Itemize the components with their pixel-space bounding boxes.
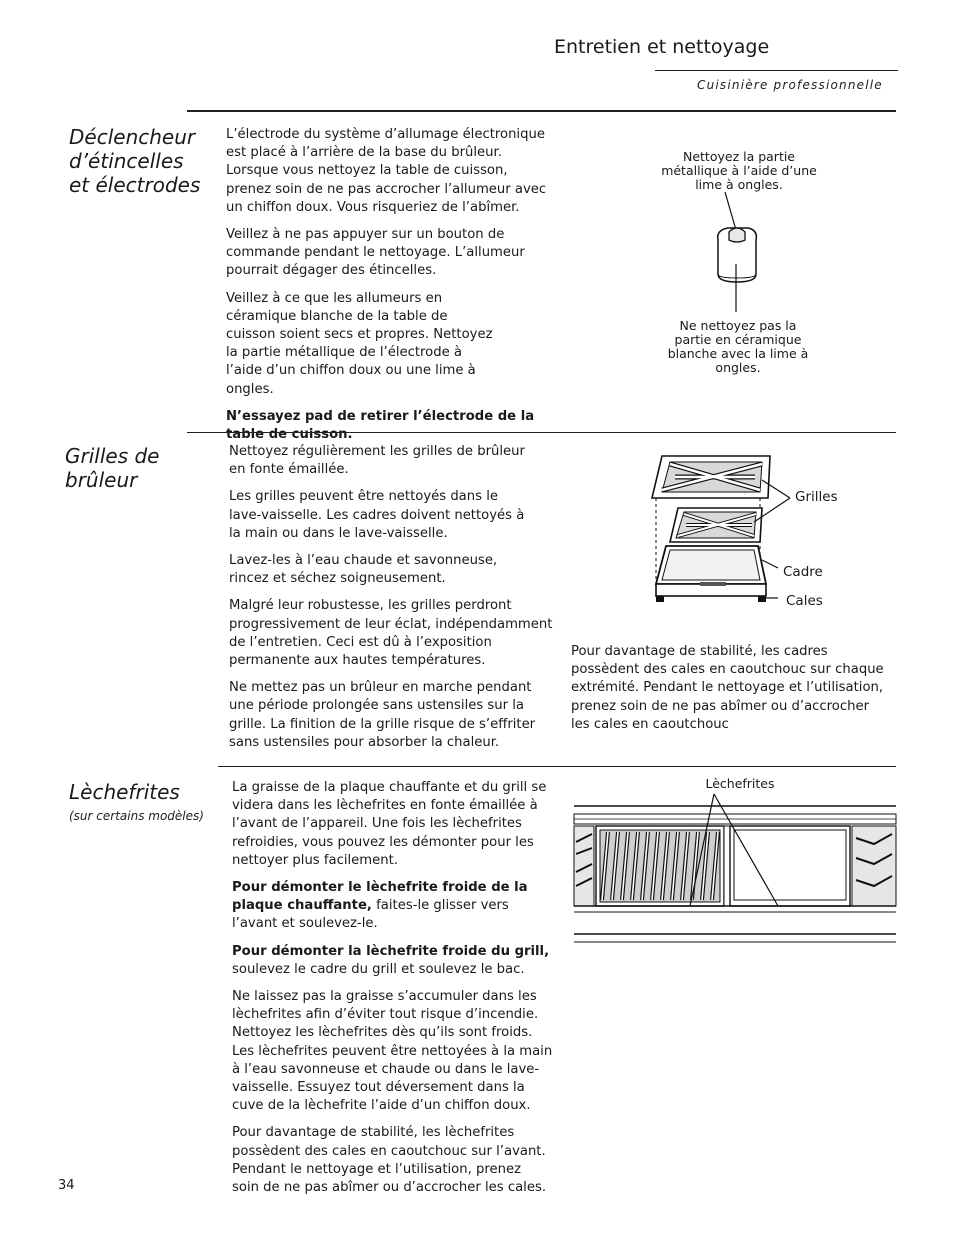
- paragraph: Nettoyez régulièrement les grilles de brûleur en fonte émaillée.: [229, 444, 525, 478]
- paragraph: Les grilles peuvent être nettoyés dans le lave-vaisselle. Les cadres doivent nettoyés à la main ou dans le lave-vaisselle.: [229, 489, 525, 541]
- section-title-drip-pans: Lèchefrites: [69, 780, 180, 804]
- electrode-caption-bottom: Ne nettoyez pas la partie en céramique blanche avec la lime à ongles.: [667, 318, 809, 375]
- paragraph: Veillez à ne pas appuyer sur un bouton de commande pendant le nettoyage. L’allumeur pourrait dégager des étincelles.: [226, 227, 525, 279]
- page-subtitle: Cuisinière professionnelle: [697, 78, 883, 92]
- warning-paragraph: N’essayez pad de retirer l’électrode de la table de cuisson.: [226, 408, 535, 443]
- label-grilles: Grilles: [795, 489, 838, 505]
- label-cales: Cales: [786, 593, 823, 609]
- electrodes-text: [226, 126, 551, 453]
- paragraph: La graisse de la plaque chauffante et du grill se videra dans les lèchefrites en fonte émaillée à l’avant de l’appareil. Une fois les lèchefrites refroidies, vous pouvez les démonter pour les nettoyer plus facilement.: [232, 780, 547, 868]
- drip-pans-text: [232, 779, 557, 1206]
- bold-text: Pour démonter le lèchefrite froide de la plaque chauffante,: [232, 880, 528, 914]
- section-rule-grates: [187, 432, 896, 433]
- title-line: d’étincelles: [69, 149, 184, 173]
- text: soulevez le cadre du grill et soulevez le bac.: [232, 961, 525, 977]
- drip-pan-diagram-label: Lèchefrites: [705, 776, 775, 791]
- title-line: brûleur: [65, 468, 138, 492]
- section-title-electrodes: [69, 125, 200, 197]
- title-line: Grilles de: [65, 444, 160, 468]
- header-rule: [655, 70, 898, 71]
- electrode-caption-top: Nettoyez la partie métallique à l’aide d’une lime à ongles.: [661, 149, 817, 192]
- label-cadre: Cadre: [783, 564, 823, 580]
- paragraph: Lavez-les à l’eau chaude et savonneuse, rincez et séchez soigneusement.: [229, 553, 498, 587]
- electrode-illustration: [700, 190, 780, 320]
- title-line: Déclencheur: [69, 125, 196, 149]
- drip-pan-illustration: [574, 792, 898, 944]
- paragraph: Pour davantage de stabilité, les cadres possèdent des cales en caoutchouc sur chaque extrémité. Pendant le nettoyage et l’utilisation, prenez soin de ne pas abîmer ou d’accrocher les cales en caoutchouc: [571, 644, 884, 732]
- paragraph: Ne laissez pas la graisse s’accumuler dans les lèchefrites afin d’éviter tout risque d’incendie. Nettoyez les lèchefrites dès qu’ils sont froids. Les lèchefrites peuvent être nettoyées à la main à l’eau savonneuse et chaude ou dans le lave-vaisselle. Essuyez tout déversement dans la cuve de la lèchefrite l’aide d’un chiffon doux.: [232, 989, 553, 1114]
- paragraph: Ne mettez pas un brûleur en marche pendant une période prolongée sans ustensiles sur la grille. La finition de la grille risque de s’effriter sans ustensiles pour absorber la chaleur.: [229, 680, 536, 750]
- section-note-drip-pans: (sur certains modèles): [69, 809, 204, 823]
- grates-text: [229, 443, 554, 761]
- grates-illustration: [640, 450, 840, 610]
- page-title: Entretien et nettoyage: [554, 36, 770, 58]
- paragraph: Malgré leur robustesse, les grilles perdront progressivement de leur éclat, indépendamment de l’entretien. Ceci est dû à l’exposition permanente aux hautes températures.: [229, 598, 553, 669]
- section-title-grates: [65, 444, 159, 492]
- paragraph: L’électrode du système d’allumage électronique est placé à l’arrière de la base du brûleur. Lorsque vous nettoyez la table de cuisson, prenez soin de ne pas accrocher l’allumeur avec un chiffon doux. Vous risqueriez de l’abîmer.: [226, 127, 547, 215]
- section-rule-drip-pans: [218, 766, 896, 767]
- bold-text: Pour démonter la lèchefrite froide du grill,: [232, 943, 550, 959]
- page-number: 34: [58, 1178, 75, 1193]
- grates-side-note: [571, 643, 891, 743]
- paragraph: [232, 879, 557, 934]
- paragraph: Pour davantage de stabilité, les lèchefrites possèdent des cales en caoutchouc sur l’avant. Pendant le nettoyage et l’utilisation, prenez soin de ne pas abîmer ou d’accrocher les cales.: [232, 1125, 547, 1196]
- paragraph: [232, 943, 557, 979]
- text: faites-le glisser vers l’avant et soulevez-le.: [232, 898, 509, 932]
- section-rule-electrodes: [187, 110, 896, 112]
- title-line: et électrodes: [69, 173, 201, 197]
- paragraph: Veillez à ce que les allumeurs en céramique blanche de la table de cuisson soient secs et propres. Nettoyez la partie métallique de l’électrode à l’aide d’un chiffon doux ou une lime à ongles.: [226, 290, 493, 397]
